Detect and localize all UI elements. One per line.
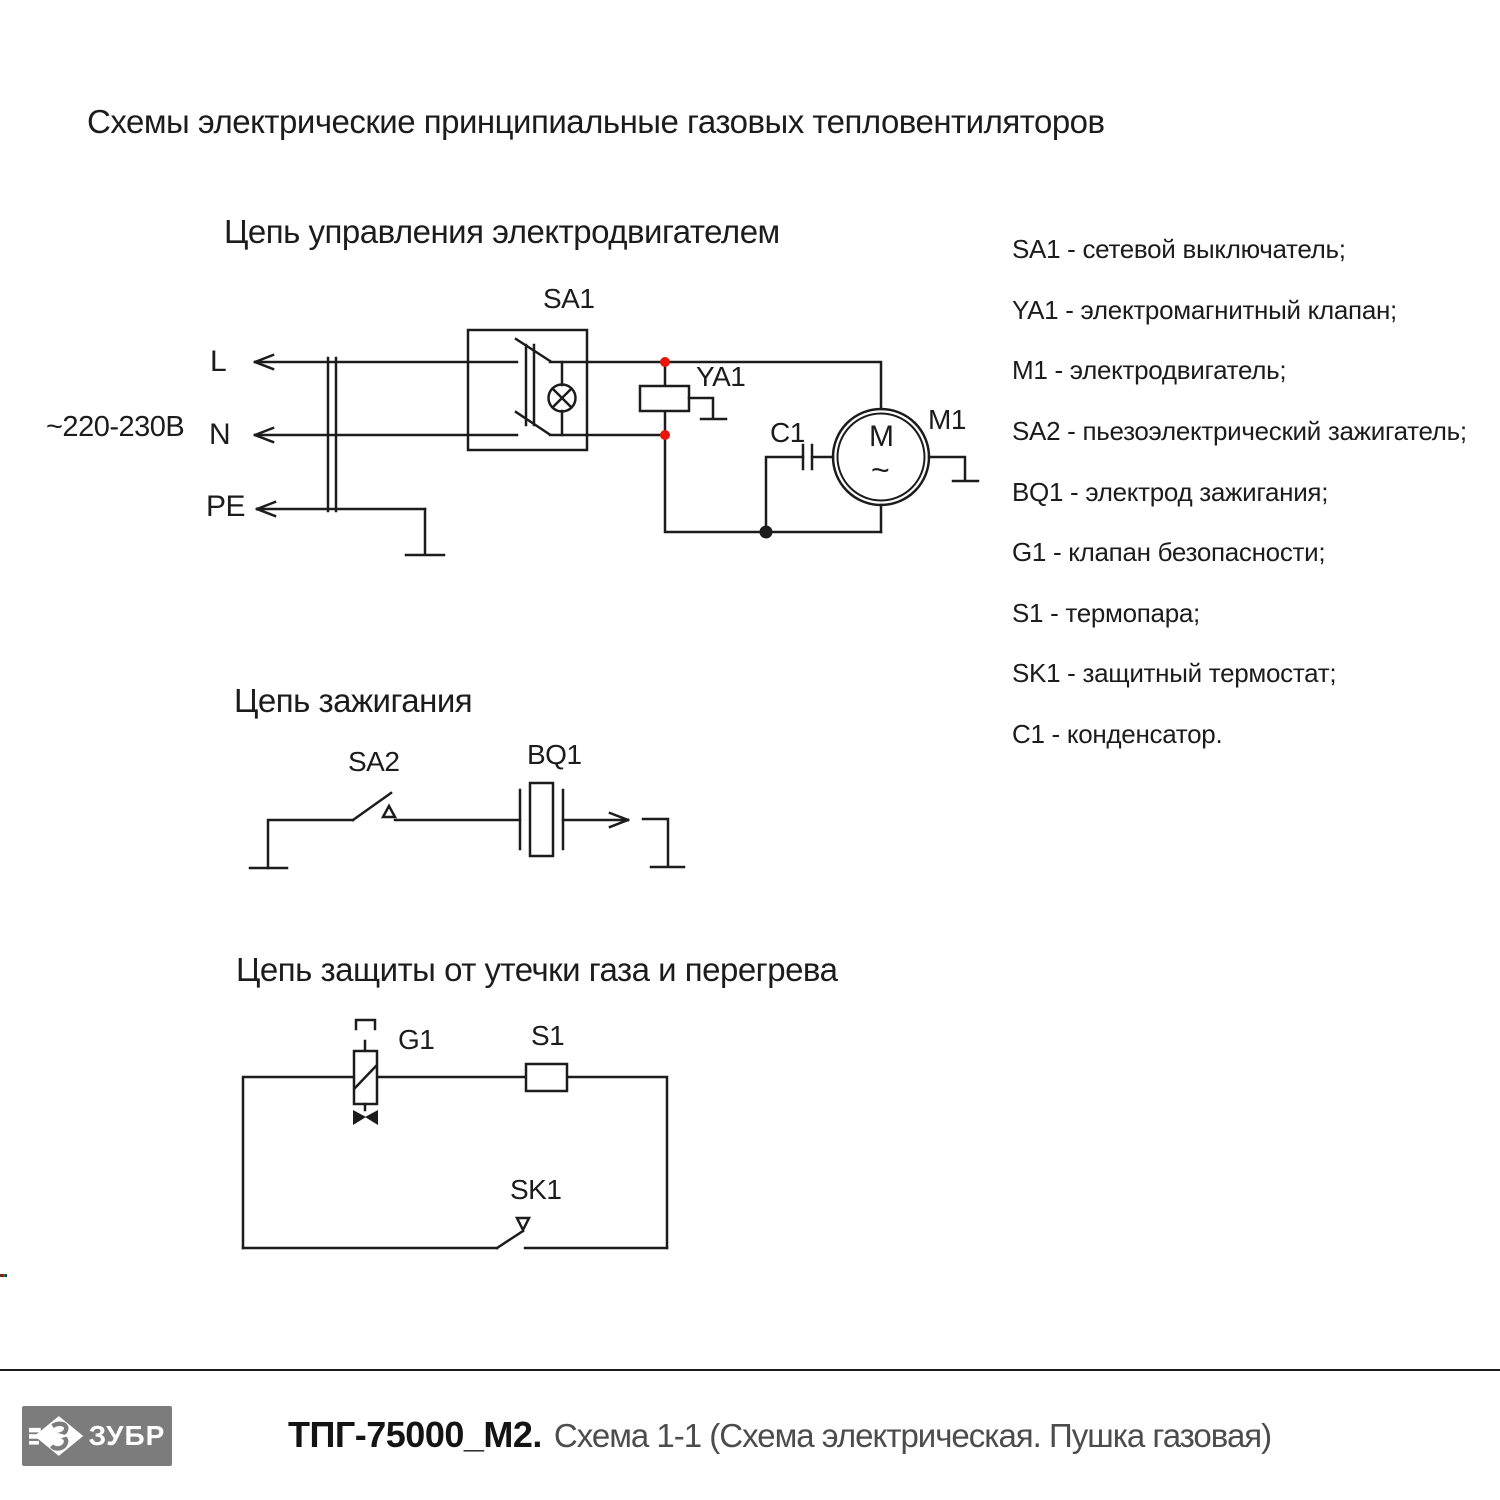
legend-item: M1 - электродвигатель; — [1012, 355, 1287, 385]
terminal-l-label: L — [210, 345, 227, 378]
thermostat-sk1-icon — [497, 1218, 529, 1248]
protection-circuit-title: Цепь защиты от утечки газа и перегрева — [236, 951, 838, 988]
ya1-label: YA1 — [696, 361, 746, 392]
brand-name: ЗУБР — [88, 1420, 166, 1451]
legend-item: S1 - термопара; — [1012, 598, 1200, 628]
legend-item: C1 - конденсатор. — [1012, 719, 1223, 749]
scheme-caption: Схема 1-1 (Схема электрическая. Пушка газовая) — [553, 1417, 1272, 1454]
model-number: ТПГ-75000_М2. — [288, 1414, 542, 1455]
junction-dot — [760, 526, 773, 539]
terminal-pe-label: PE — [206, 490, 246, 523]
sa1-label: SA1 — [543, 283, 595, 314]
legend-item: SK1 - защитный термостат; — [1012, 658, 1337, 688]
motor-letter-label: M — [869, 420, 894, 453]
sk1-label: SK1 — [510, 1174, 562, 1205]
c1-label: C1 — [770, 417, 805, 448]
g1-label: G1 — [398, 1024, 435, 1055]
motor-circuit-title: Цепь управления электродвигателем — [224, 213, 780, 250]
bq1-label: BQ1 — [527, 739, 582, 770]
s1-label: S1 — [531, 1020, 565, 1051]
legend-item: BQ1 - электрод зажигания; — [1012, 477, 1329, 507]
safety-valve-g1-icon — [353, 1020, 378, 1125]
capacitor-c1-icon — [766, 445, 833, 532]
electrode-ground-icon — [643, 819, 684, 867]
protection-circuit-drawing — [243, 1020, 667, 1248]
switch-sa2-icon — [353, 793, 395, 820]
legend-item: SA1 - сетевой выключатель; — [1012, 234, 1346, 264]
legend-item: G1 - клапан безопасности; — [1012, 537, 1326, 567]
lamp-icon — [549, 362, 576, 435]
power-switch-sa1-icon — [468, 330, 587, 450]
mains-input-lines — [255, 355, 468, 555]
legend-item: YA1 - электромагнитный клапан; — [1012, 295, 1397, 325]
footer-separator-line — [0, 1369, 1500, 1371]
piezo-igniter-bq1-icon — [520, 783, 563, 856]
legend-item: SA2 - пьезоэлектрический зажигатель; — [1012, 416, 1467, 446]
page-title: Схемы электрические принципиальные газовых тепловентиляторов — [87, 103, 1105, 140]
ignition-circuit-title: Цепь зажигания — [234, 682, 473, 719]
ignition-circuit-drawing — [250, 783, 684, 868]
brand-logo — [22, 1406, 172, 1466]
voltage-label: ~220-230В — [46, 411, 185, 443]
scan-artifact — [0, 1274, 7, 1277]
m1-label: M1 — [928, 404, 966, 435]
zubr-logo-icon — [29, 1415, 85, 1457]
footer-caption — [288, 1414, 1271, 1456]
sa2-label: SA2 — [348, 746, 400, 777]
thermocouple-s1-icon — [526, 1064, 567, 1091]
motor-wave-label: ~ — [871, 452, 890, 488]
terminal-n-label: N — [209, 418, 231, 451]
